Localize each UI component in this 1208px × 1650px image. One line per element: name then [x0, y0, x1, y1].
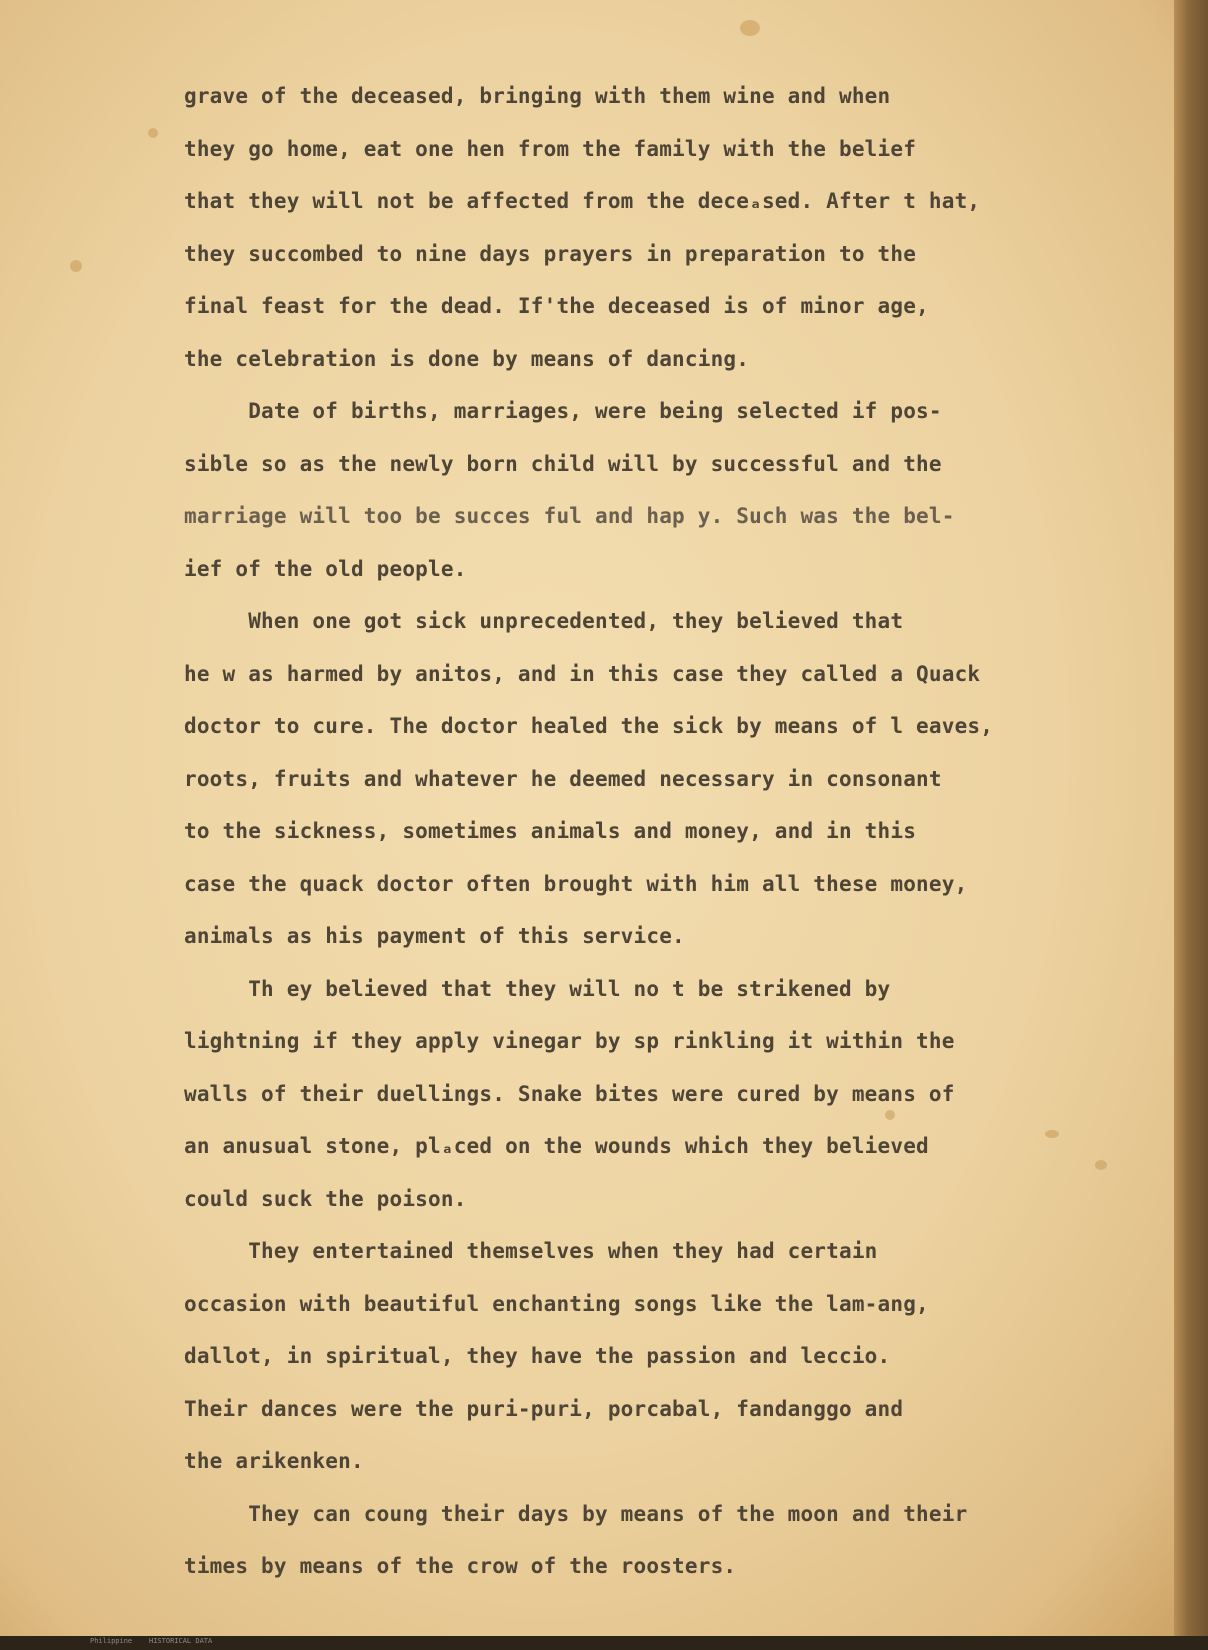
text-line: grave of the deceased, bringing with them wine and when	[184, 84, 891, 108]
text-line: that they will not be affected from the deceₐsed. After t hat,	[184, 189, 981, 213]
text-line: sible so as the newly born child will by successful and the	[184, 451, 942, 476]
scan-label: Philippine HISTORICAL DATA	[90, 1637, 213, 1645]
page-right-edge	[1174, 0, 1208, 1650]
stain	[740, 20, 760, 36]
stain	[148, 128, 158, 138]
text-line: final feast for the dead. If'the deceased is of minor age,	[184, 294, 929, 318]
text-line: roots, fruits and whatever he deemed necessary in consonant	[184, 766, 942, 791]
text-line: They can coung their days by means of the moon and their	[184, 1501, 968, 1526]
text-line: the arikenken.	[184, 1449, 364, 1473]
text-line: lightning if they apply vinegar by sp rinkling it within the	[184, 1029, 955, 1053]
text-line: Th ey believed that they will no t be strikened by	[184, 976, 891, 1001]
text-line: animals as his payment of this service.	[184, 924, 685, 948]
scan-footer	[0, 1636, 1208, 1650]
typed-text	[184, 70, 1144, 1593]
text-line: the celebration is done by means of dancing.	[184, 346, 750, 371]
text-line: walls of their duellings. Snake bites were cured by means of	[184, 1081, 955, 1106]
text-line: occasion with beautiful enchanting songs like the lam-ang,	[184, 1291, 929, 1316]
stain	[70, 260, 82, 272]
text-line: times by means of the crow of the roosters.	[184, 1554, 737, 1578]
text-line: They entertained themselves when they had certain	[184, 1239, 878, 1263]
text-line: Date of births, marriages, were being selected if pos-	[184, 399, 942, 423]
text-line: could suck the poison.	[184, 1186, 467, 1211]
text-line: When one got sick unprecedented, they believed that	[184, 609, 904, 633]
text-line: marriage will too be succes ful and hap y. Such was the bel-	[184, 504, 955, 528]
text-line: an anusual stone, plₐced on the wounds which they believed	[184, 1134, 929, 1158]
text-line: ief of the old people.	[184, 556, 467, 581]
text-line: they succombed to nine days prayers in preparation to the	[184, 241, 917, 266]
text-line: they go home, eat one hen from the family with the belief	[184, 136, 917, 161]
text-line: he w as harmed by anitos, and in this case they called a Quack	[184, 661, 981, 686]
text-line: to the sickness, sometimes animals and money, and in this	[184, 819, 917, 843]
text-line: doctor to cure. The doctor healed the sick by means of l eaves,	[184, 714, 994, 738]
text-line: Their dances were the puri-puri, porcabal, fandanggo and	[184, 1396, 904, 1421]
text-line: case the quack doctor often brought with him all these money,	[184, 871, 968, 896]
text-line: dallot, in spiritual, they have the passion and leccio.	[184, 1344, 891, 1368]
